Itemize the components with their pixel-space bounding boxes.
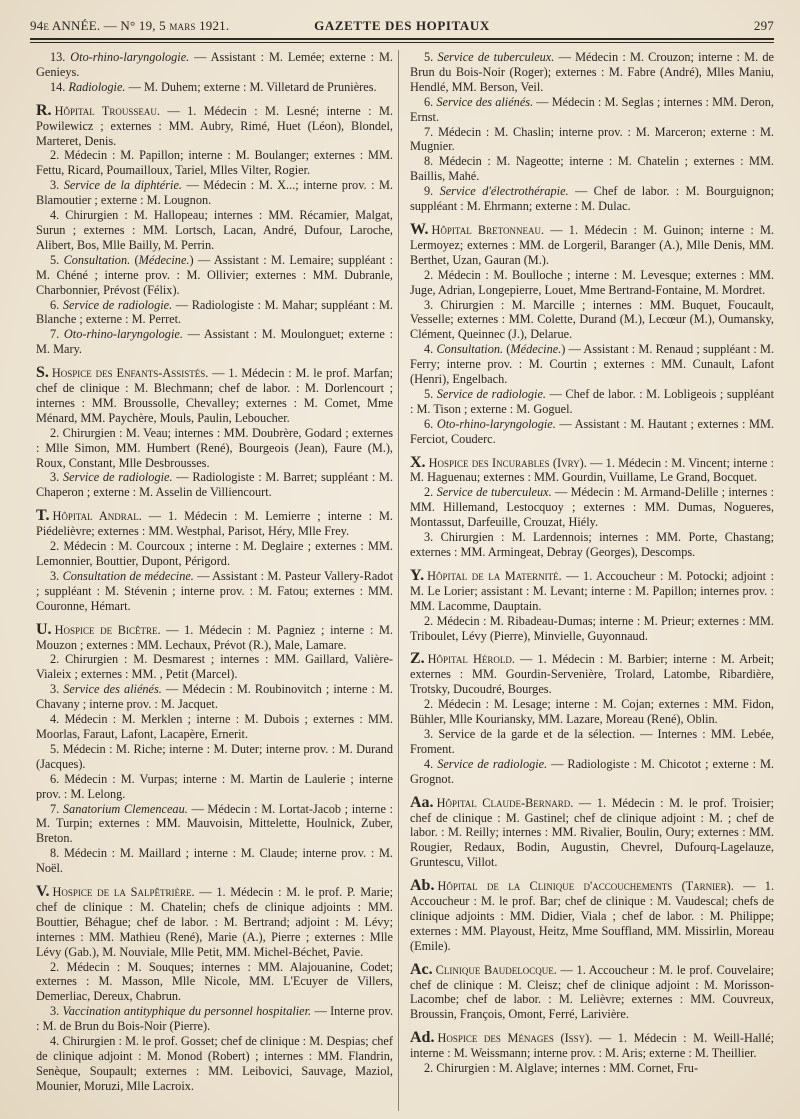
service-title: Oto-rhino-laryngologie. bbox=[436, 416, 556, 431]
entry-text: 2. Médecin : M. Lesage; interne : M. Cojan; externes : MM. Fidon, Bühler, Mlle Kouriansky, MM. Lazare, Moreau (René), Oblin. bbox=[410, 697, 774, 727]
entry-text: 6. bbox=[424, 94, 437, 109]
entry-text: — 1. Médecin : M. le prof. Marfan; chef de clinique : M. Blechmann; chef de labor. : M. Dorlencourt ; internes : MM. Broussolle, Chevalley; externes : M. Comet, Mme Ménard, MM. Paychère, Mouls, Paulin, Leboucher. bbox=[36, 366, 393, 425]
entry-text: 4. bbox=[424, 342, 437, 357]
section-entry bbox=[36, 366, 393, 426]
section-letter: Aa. bbox=[410, 793, 434, 811]
header-rule-thick bbox=[30, 38, 774, 40]
left-column bbox=[36, 50, 393, 1094]
entry-text: 8. Médecin : M. Nageotte; interne : M. Chatelin ; externes : MM. Baillis, Mahé. bbox=[410, 154, 774, 184]
column-divider bbox=[398, 50, 399, 1111]
service-entry bbox=[410, 184, 774, 214]
service-title: Service de la diphtérie. bbox=[63, 178, 182, 193]
section-letter: Ad. bbox=[410, 1029, 435, 1047]
hospital-name: Hôpital Claude-Bernard. bbox=[436, 795, 574, 810]
entry-text: — Médecin : M. X...; interne prov. : M. Blamoutier ; externe : M. Lougnon. bbox=[36, 178, 394, 208]
service-title: Vaccination antityphique du personnel hospitalier. bbox=[62, 1004, 312, 1019]
entry-text: 6. bbox=[424, 416, 437, 431]
section-letter: W. bbox=[410, 220, 429, 238]
entry-text: 2. Chirurgien : M. Veau; internes : MM. Doubrère, Godard ; externes : Mlle Simon, MM. Humbert (René), Bourgeois (Jean), Faure (M.), Roux, Constant, Mlle Desbrousses. bbox=[36, 425, 393, 470]
entry-text: 9. bbox=[424, 184, 440, 199]
service-entry bbox=[36, 178, 393, 208]
section-entry bbox=[36, 509, 393, 539]
entry-text: — 1. Accoucheur : M. le prof. Bar; chef de clinique : M. Vaudescal; chefs de clinique adjoints : MM. Didier, Viala ; chef de labor. : M. Philippe; externes : MM. Playoust, Heitz, Mme Souffland, MM. Missirlin, Moreau (Emile). bbox=[410, 879, 775, 953]
page-header bbox=[30, 14, 774, 38]
service-entry bbox=[410, 757, 774, 787]
service-entry bbox=[36, 1034, 393, 1094]
entry-text: — Assistant : M. Lemée; externe : M. Genieys. bbox=[36, 50, 393, 79]
entry-text: — 1. Médecin : M. Guinon; interne : M. Lermoyez; externes : MM. de Lorgeril, Baranger (A.), Mlle Denis, MM. Berthet, Uzan, Gauran (M.). bbox=[410, 222, 774, 267]
service-title: Service d'électrothérapie. bbox=[439, 184, 569, 199]
section-letter: R. bbox=[36, 101, 52, 119]
service-entry bbox=[410, 342, 774, 387]
service-entry bbox=[36, 772, 393, 802]
entry-text: ) — Assistant : M. Lemaire; suppléant : M. Chéné ; interne prov. : M. Ollivier; externes : MM. Dubranle, Charbonnier, Prévost (Félix). bbox=[36, 252, 393, 297]
entry-text: 2. Chirurgien : M. Alglave; internes : MM. Cornet, Fru- bbox=[424, 1061, 699, 1076]
service-entry bbox=[36, 960, 393, 1005]
entry-text: — Chef de labor. : M. Lobligeois ; suppléant : M. Tison ; externe : M. Goguel. bbox=[410, 386, 774, 416]
entry-text: — 1. Médecin : M. le prof. Troisier; chef de clinique : M. Gastinel; chef de clinique adjoint : M. ; chef de labor. : M. Reilly; internes : MM. Rivalier, Boulin, Oury; externes : MM. Rougier, Redaux, Bodin, Augustin, Chevrel, Dufourq-Lagelauze, Gruntescu, Villot. bbox=[410, 795, 774, 870]
hospital-name: Hôpital Andral. bbox=[52, 509, 142, 524]
page-number: 297 bbox=[753, 18, 774, 33]
entry-text: 3. Chirurgien : M. Marcille ; internes : MM. Buquet, Foucault, Vesselle; externes : MM. Colette, Durand (M.), Lecœur (M.), Oumansky, Clément, Queinnec (J.), Delarue. bbox=[410, 297, 774, 342]
hospital-name: Hôpital de la Maternité. bbox=[427, 568, 562, 583]
service-entry bbox=[410, 485, 774, 530]
section-letter: Z. bbox=[410, 650, 425, 668]
service-title: Oto-rhino-laryngologie. bbox=[63, 327, 183, 342]
service-entry bbox=[36, 742, 393, 772]
entry-text: — Radiologiste : M. Chicotot ; externe : M. Grognot. bbox=[410, 756, 775, 786]
service-entry bbox=[410, 614, 774, 644]
entry-text: 6. Médecin : M. Vurpas; interne : M. Martin de Laulerie ; interne prov. : M. Lelong. bbox=[36, 771, 393, 801]
entry-text: 2. Médecin : M. Souques; internes : MM. Alajouanine, Codet; externes : M. Masson, Mlle Nicole, MM. L'Ecuyer de Villers, Demerliac, Dereux, Chabrun. bbox=[36, 959, 393, 1004]
service-entry bbox=[36, 846, 393, 876]
hospital-name: Hôpital Bretonneau. bbox=[431, 222, 545, 237]
service-title: Consultation de médecine. bbox=[62, 568, 194, 583]
entry-text: — 1. Médecin : M. Barbier; interne : M. Arbeit; externes : MM. Gourdin-Servenière, Trolard, Latombe, Ribardière, Trotsky, Ducoudré, Bourges. bbox=[410, 652, 775, 697]
entry-text: 5. bbox=[424, 386, 437, 401]
entry-text: — Médecin : M. Roubinovitch ; interne : M. Chavany ; interne prov. : M. Jacquet. bbox=[36, 682, 394, 712]
section-entry bbox=[36, 885, 393, 960]
entry-text: 3. Chirurgien : M. Lardennois; internes : MM. Porte, Chastang; externes : MM. Armingeat, Debray (Georges), Descomps. bbox=[410, 530, 774, 559]
section-entry bbox=[410, 566, 774, 614]
service-entry bbox=[36, 682, 393, 712]
header-rule-thin bbox=[30, 42, 774, 43]
section-letter: S. bbox=[36, 364, 49, 382]
entry-text: — Assistant : M. Pasteur Vallery-Radot ; suppléant : M. Stévenin ; interne prov. : M. Fatou; externes : MM. Couronne, Hémart. bbox=[36, 568, 393, 613]
entry-text: 4. Chirurgien : M. le prof. Gosset; chef de clinique : M. Despias; chef de clinique adjoint : M. Monod (Robert) ; internes : MM. Flandrin, Senèque, Soupault; externes : MM. Leibovici, Sauvage, Maziol, Mounier, Moruzi, Mlle Lacroix. bbox=[36, 1034, 393, 1093]
service-title: Service de radiologie. bbox=[62, 297, 173, 312]
entry-text: — Médecin : M. Crouzon; interne : M. de Brun du Bois-Noir (Roger); externes : M. Fabre (André), Mlles Maniu, Hendlé, MM. Berson, Veil. bbox=[410, 50, 774, 94]
service-entry bbox=[36, 802, 393, 847]
entry-text: 3. bbox=[50, 568, 63, 583]
service-entry bbox=[36, 80, 393, 95]
entry-text: ) — Assistant : M. Renaud ; suppléant : M. Ferry; interne prov. : M. Courtin ; externes : MM. Cunault, Lafont (Henri), Engelbach. bbox=[410, 342, 775, 387]
service-title: Service de tuberculeux. bbox=[437, 50, 555, 64]
entry-text: 3. bbox=[50, 682, 64, 697]
entry-text: 4. bbox=[424, 756, 438, 771]
service-entry bbox=[410, 298, 774, 343]
service-title: Consultation. bbox=[63, 252, 131, 267]
section-entry bbox=[410, 879, 774, 954]
entry-text: — Radiologiste : M. Barret; suppléant : M. Chaperon ; externe : M. Asselin de Villiencourt. bbox=[36, 470, 394, 500]
service-title: Service de radiologie. bbox=[437, 756, 548, 771]
entry-text: 6. bbox=[50, 297, 63, 312]
section-entry bbox=[410, 652, 774, 697]
section-letter: Ac. bbox=[410, 960, 433, 978]
service-title: Oto-rhino-laryngologie. bbox=[70, 50, 190, 64]
entry-text: — 1. Médecin : M. Lemierre ; interne : M. Piédelièvre; externes : MM. Westphal, Parisot, Héry, Mlle Frey. bbox=[36, 509, 393, 539]
section-entry bbox=[410, 1031, 774, 1061]
hospital-name: Hospice des Incurables (Ivry). bbox=[428, 455, 587, 470]
service-title: Consultation. bbox=[436, 342, 504, 357]
hospital-name: Hospice des Enfants-Assistés. bbox=[51, 366, 209, 381]
entry-text: 3. bbox=[50, 178, 64, 193]
hospital-name: Hospice de la Salpêtrière. bbox=[52, 885, 195, 900]
entry-text: 2. Médecin : M. Boulloche ; interne : M. Levesque; externes : MM. Juge, Adrian, Longepierre, Louet, Mme Bertrand-Fontaine, M. Mordret. bbox=[410, 267, 774, 297]
entry-text: 13. bbox=[50, 50, 71, 64]
hospital-name: Hospice de Bicêtre. bbox=[54, 622, 161, 637]
entry-text: — 1. Médecin : M. Lesné; interne : M. Powilewicz ; externes : MM. Aubry, Rimé, Huet (Léon), Blondel, Marteret, Denis. bbox=[36, 103, 394, 148]
service-entry bbox=[410, 727, 774, 757]
service-title: Service des aliénés. bbox=[436, 94, 534, 109]
entry-text: 4. Médecin : M. Merklen ; interne : M. Dubois ; externes : MM. Moorlas, Faraut, Lafont, Lacapère, Ernerit. bbox=[36, 712, 393, 741]
service-entry bbox=[36, 569, 393, 614]
service-entry bbox=[410, 530, 774, 560]
section-letter: T. bbox=[36, 507, 50, 525]
entry-text: 3. Service de la garde et de la sélection. — Internes : MM. Lebée, Froment. bbox=[410, 726, 774, 756]
service-entry bbox=[36, 539, 393, 569]
service-entry bbox=[36, 50, 393, 80]
entry-text: — Médecin : M. Armand-Delille ; internes : MM. Hillemand, Lestocquoy ; externes : MM. Dumas, Nogueres, Montassut, Darfeuille, Crouzat, Hiély. bbox=[410, 485, 775, 530]
journal-title: GAZETTE DES HOPITAUX bbox=[314, 18, 490, 33]
service-entry bbox=[410, 50, 774, 95]
service-entry bbox=[410, 268, 774, 298]
service-entry bbox=[36, 327, 393, 357]
section-letter: X. bbox=[410, 453, 426, 471]
section-letter: Ab. bbox=[410, 877, 435, 895]
entry-text: — 1. Accoucheur : M. le prof. Couvelaire; chef de clinique : M. Cleisz; chef de clinique adjoint : M. Morisson-Lacombe; chef de labor. : M. Lelièvre; externes : MM. Couvreux, Broussin, François, Omont, Ferré, Larivière. bbox=[410, 962, 774, 1022]
entry-text: — Médecin : M. Seglas ; internes : MM. Deron, Ernst. bbox=[410, 94, 774, 124]
entry-text: — Interne prov. : M. de Brun du Bois-Noir (Pierre). bbox=[36, 1004, 394, 1034]
section-entry bbox=[410, 220, 774, 268]
hospital-name: Hôpital Trousseau. bbox=[54, 103, 161, 118]
section-letter: Y. bbox=[410, 566, 425, 584]
hospital-name: Hôpital de la Clinique d'accouchements (Tarnier). bbox=[437, 879, 734, 894]
entry-text: — Radiologiste : M. Mahar; suppléant : M. Blanche ; externe : M. Perret. bbox=[36, 297, 394, 327]
service-entry bbox=[410, 697, 774, 727]
section-entry bbox=[410, 453, 774, 486]
service-entry bbox=[410, 154, 774, 184]
entry-text: 5. bbox=[50, 252, 64, 267]
service-title: Service de radiologie. bbox=[436, 386, 546, 401]
service-entry bbox=[410, 417, 774, 447]
service-title: Sanatorium Clemenceau. bbox=[62, 801, 188, 816]
service-title: Médecine. bbox=[510, 342, 562, 357]
service-entry bbox=[36, 1004, 393, 1034]
entry-text: 2. Chirurgien : M. Desmarest ; internes : MM. Gaillard, Valière-Vialeix ; externes : MM. , Petit (Marcel). bbox=[36, 652, 393, 682]
entry-text: — Assistant : M. Hautant ; externes : MM. Ferciot, Couderc. bbox=[410, 416, 774, 446]
service-entry bbox=[36, 208, 393, 253]
hospital-name: Hôpital Hérold. bbox=[427, 652, 515, 667]
service-entry bbox=[410, 95, 774, 125]
service-entry bbox=[410, 125, 774, 155]
entry-text: 5. Médecin : M. Riche; interne : M. Duter; interne prov. : M. Durand (Jacques). bbox=[36, 741, 393, 771]
service-entry bbox=[36, 298, 393, 328]
entry-text: 4. Chirurgien : M. Hallopeau; internes : MM. Récamier, Malgat, Surun ; externes : MM. Lortsch, Lacan, André, Dufour, Laroche, Alibert, Bos, Mlle Bailly, M. Perrin. bbox=[36, 208, 393, 252]
service-entry bbox=[36, 652, 393, 682]
entry-text: 3. bbox=[50, 470, 63, 485]
entry-text: 7. bbox=[50, 801, 63, 816]
section-entry bbox=[410, 793, 774, 871]
service-title: Service des aliénés. bbox=[63, 682, 162, 697]
entry-text: — Assistant : M. Moulonguet; externe : M. Mary. bbox=[36, 327, 393, 357]
entry-text: 5. bbox=[424, 50, 438, 64]
entry-text: 8. Médecin : M. Maillard ; interne : M. Claude; interne prov. : M. Noël. bbox=[36, 846, 393, 876]
service-title: Service de tuberculeux. bbox=[436, 485, 552, 500]
section-entry bbox=[410, 960, 774, 1023]
issue-line: 94e ANNÉE. — N° 19, 5 mars 1921. bbox=[30, 18, 230, 33]
entry-text: — 1. Médecin : M. le prof. P. Marie; chef de clinique : M. Chatelin; chefs de clinique adjoints : MM. Bouttier, Béhague; chef de labor. : M. Bertrand; adjoint : M. Lévy; internes : MM. Mathieu (René), Marie (A.), Pierre ; externes : Mlle Lévy (Gab.), M. Nouviale, Mlle Petit, MM. Michel-Béchet, Pavie. bbox=[36, 885, 394, 959]
service-title: Médecine. bbox=[138, 252, 190, 267]
service-entry bbox=[36, 470, 393, 500]
entry-text: — 1. Médecin : M. Vincent; interne : M. Haguenau; externes : MM. Gourdin, Vuillame, Le Grand, Bocquet. bbox=[410, 455, 774, 485]
section-entry bbox=[36, 101, 394, 149]
entry-text: — Médecin : M. Lortat-Jacob ; interne : M. Turpin; externes : MM. Mauvoisin, Mittelette, Houlnick, Zuber, Breton. bbox=[36, 801, 393, 846]
right-column bbox=[410, 50, 774, 1076]
section-entry bbox=[36, 620, 393, 653]
entry-text: ( bbox=[130, 252, 139, 267]
entry-text: — 1. Médecin : M. Pagniez ; interne : M. Mouzon ; externes : MM. Lechaux, Prévot (R.), Male, Lamare. bbox=[36, 622, 393, 652]
entry-text: ( bbox=[503, 342, 511, 357]
service-title: Service de radiologie. bbox=[62, 470, 173, 485]
section-letter: V. bbox=[36, 883, 50, 901]
hospital-name: Clinique Baudelocque. bbox=[435, 962, 557, 977]
entry-text: — M. Duhem; externe : M. Villetard de Prunières. bbox=[125, 79, 377, 94]
hospital-name: Hospice des Ménages (Issy). bbox=[437, 1031, 593, 1046]
service-entry bbox=[36, 253, 393, 298]
entry-text: 3. bbox=[50, 1004, 63, 1019]
service-entry bbox=[36, 426, 393, 471]
service-entry bbox=[36, 712, 393, 742]
entry-text: 2. Médecin : M. Papillon; interne : M. Boulanger; externes : MM. Fettu, Ricard, Poumailloux, Tariel, Mlles Vilter, Rogier. bbox=[36, 148, 393, 178]
entry-text: 2. Médecin : M. Courcoux ; interne : M. Deglaire ; externes : MM. Lemonnier, Bouttier, Dupont, Périgord. bbox=[36, 539, 393, 568]
service-title: Radiologie. bbox=[68, 79, 126, 94]
entry-text: 7. bbox=[50, 327, 64, 342]
entry-text: 2. Médecin : M. Ribadeau-Dumas; interne : M. Prieur; externes : MM. Triboulet, Lévy (Pierre), Minvielle, Guyonnaud. bbox=[410, 613, 774, 643]
entry-text: — 1. Accoucheur : M. Potocki; adjoint : M. Le Lorier; assistant : M. Levant; interne : M. Papillon; internes prov. : MM. Lacomme, Dauptain. bbox=[410, 568, 774, 613]
entry-text: 14. bbox=[50, 79, 69, 94]
entry-text: 2. bbox=[424, 485, 437, 500]
service-entry bbox=[36, 148, 393, 178]
entry-text: — 1. Médecin : M. Weill-Hallé; interne : M. Weissmann; interne prov. : M. Aris; externe : M. Theillier. bbox=[410, 1031, 774, 1061]
service-entry bbox=[410, 1061, 774, 1076]
section-letter: U. bbox=[36, 620, 52, 638]
entry-text: 7. Médecin : M. Chaslin; interne prov. : M. Marceron; externe : M. Mugnier. bbox=[410, 124, 774, 154]
entry-text: — Chef de labor. : M. Bourguignon; suppléant : M. Ehrmann; externe : M. Dulac. bbox=[410, 184, 775, 214]
service-entry bbox=[410, 387, 774, 417]
